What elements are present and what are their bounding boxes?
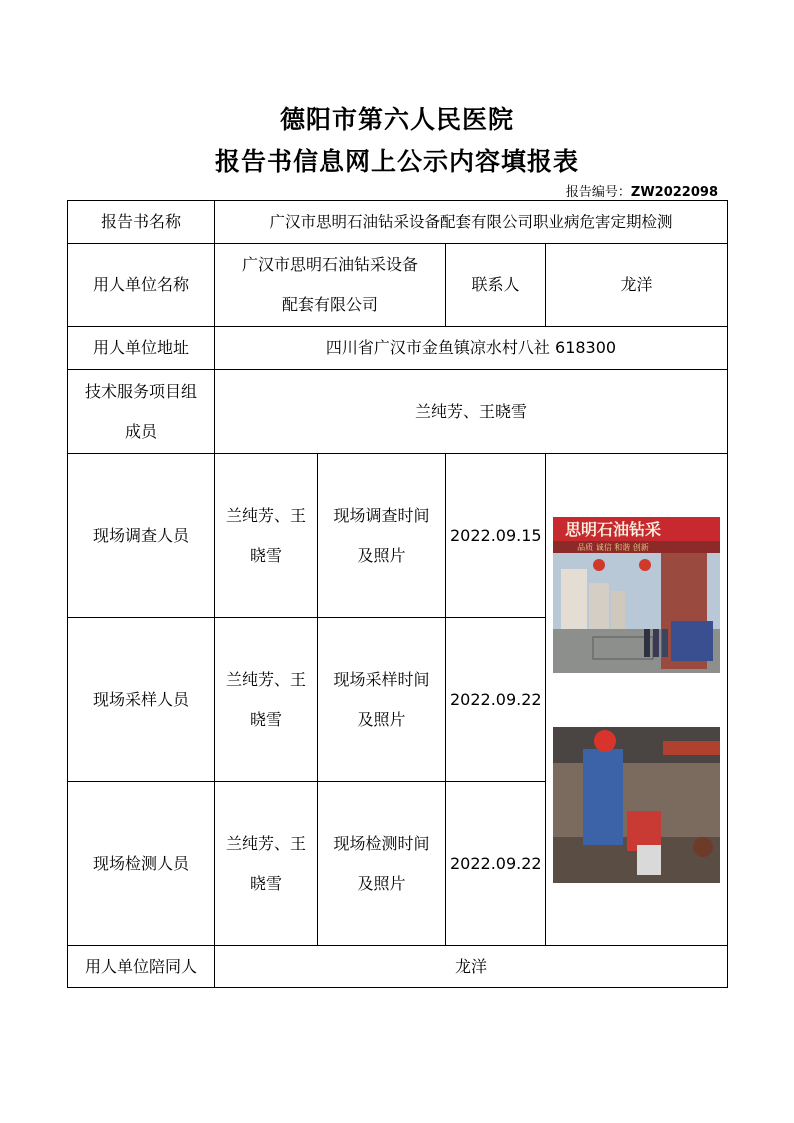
testing-date: 2022.09.22 bbox=[446, 782, 546, 946]
team-label-line2: 成员 bbox=[124, 421, 157, 441]
gate-sign-text: 思明石油钻采 bbox=[564, 519, 662, 539]
person-b bbox=[653, 629, 659, 657]
report-number-value: ZW2022098 bbox=[630, 185, 718, 200]
sampling-staff bbox=[215, 618, 318, 782]
report-number-label: 报告编号： bbox=[565, 185, 631, 200]
row-survey bbox=[68, 454, 728, 618]
person-a bbox=[644, 629, 650, 657]
building-mid bbox=[589, 583, 609, 631]
info-table bbox=[67, 200, 728, 988]
sampling-time-label bbox=[318, 618, 446, 782]
survey-staff-line2: 晓雪 bbox=[249, 545, 282, 565]
testing-time-line1: 现场检测时间 bbox=[333, 833, 430, 853]
team-value: 兰纯芳、王晓雪 bbox=[215, 370, 728, 454]
report-number bbox=[566, 181, 718, 200]
page-subtitle: 报告书信息网上公示内容填报表 bbox=[214, 147, 579, 176]
survey-date: 2022.09.15 bbox=[446, 454, 546, 618]
sampling-device bbox=[637, 845, 661, 875]
gate-photo bbox=[553, 517, 720, 673]
contact-label: 联系人 bbox=[446, 244, 546, 327]
sampling-label: 现场采样人员 bbox=[68, 618, 215, 782]
employer-name-label: 用人单位名称 bbox=[68, 244, 215, 327]
blue-tent bbox=[671, 621, 713, 661]
testing-staff bbox=[215, 782, 318, 946]
employer-name-line2: 配套有限公司 bbox=[281, 295, 378, 314]
building-right bbox=[611, 591, 625, 631]
photo-spacer bbox=[546, 673, 727, 727]
person-c bbox=[662, 629, 668, 657]
survey-time-line2: 及照片 bbox=[357, 545, 406, 565]
hardhat-icon bbox=[594, 730, 616, 752]
survey-label: 现场调查人员 bbox=[68, 454, 215, 618]
testing-time-line2: 及照片 bbox=[357, 873, 406, 893]
employer-name-line1: 广汉市思明石油钻采设备 bbox=[241, 255, 418, 274]
testing-staff-line2: 晓雪 bbox=[249, 873, 282, 893]
address-value: 四川省广汉市金鱼镇凉水村八社 618300 bbox=[215, 327, 728, 370]
row-escort bbox=[68, 946, 728, 988]
row-report-name bbox=[68, 201, 728, 244]
sampling-time-line1: 现场采样时间 bbox=[333, 669, 430, 689]
sampling-staff-line2: 晓雪 bbox=[249, 709, 282, 729]
photos-cell bbox=[546, 454, 728, 946]
employer-name-value bbox=[215, 244, 446, 327]
report-name-label: 报告书名称 bbox=[68, 201, 215, 244]
sampling-time-line2: 及照片 bbox=[357, 709, 406, 729]
survey-time-line1: 现场调查时间 bbox=[333, 505, 430, 525]
gate-banner-text: 品质 诚信 和谐 创新 bbox=[577, 542, 649, 552]
contact-value: 龙洋 bbox=[546, 244, 728, 327]
row-address bbox=[68, 327, 728, 370]
worker-blue bbox=[583, 749, 623, 845]
testing-label: 现场检测人员 bbox=[68, 782, 215, 946]
address-label: 用人单位地址 bbox=[68, 327, 215, 370]
report-name-value: 广汉市思明石油钻采设备配套有限公司职业病危害定期检测 bbox=[215, 201, 728, 244]
escort-value: 龙洋 bbox=[215, 946, 728, 988]
survey-staff bbox=[215, 454, 318, 618]
row-team bbox=[68, 370, 728, 454]
sampling-date: 2022.09.22 bbox=[446, 618, 546, 782]
survey-time-label bbox=[318, 454, 446, 618]
survey-staff-line1: 兰纯芳、王 bbox=[225, 505, 306, 525]
sampling-staff-line1: 兰纯芳、王 bbox=[225, 669, 306, 689]
team-label bbox=[68, 370, 215, 454]
testing-staff-line1: 兰纯芳、王 bbox=[225, 833, 306, 853]
lantern-right bbox=[639, 559, 651, 571]
testing-time-label bbox=[318, 782, 446, 946]
lantern-left bbox=[593, 559, 605, 571]
row-employer bbox=[68, 244, 728, 327]
page-title: 德阳市第六人民医院 bbox=[279, 105, 514, 134]
workshop-photo bbox=[553, 727, 720, 883]
flange bbox=[693, 837, 713, 857]
team-label-line1: 技术服务项目组 bbox=[84, 381, 197, 401]
building-left bbox=[561, 569, 587, 631]
escort-label: 用人单位陪同人 bbox=[68, 946, 215, 988]
red-pipes bbox=[663, 741, 720, 755]
